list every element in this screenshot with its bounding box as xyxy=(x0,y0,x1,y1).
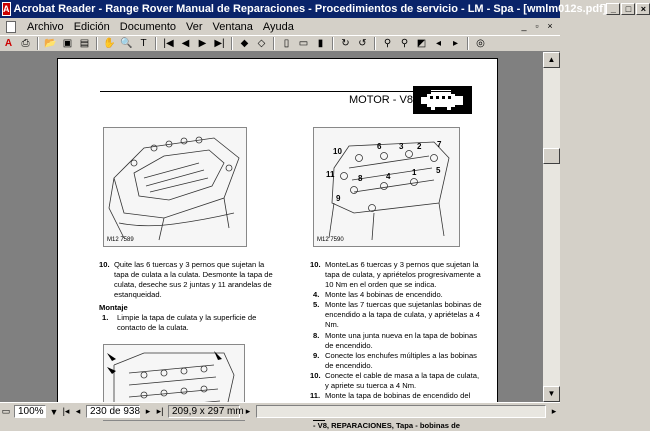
acrobat-icon[interactable]: A xyxy=(4,37,13,49)
step-line: Monte las 4 bobinas de encendido. xyxy=(325,290,443,299)
step-text xyxy=(325,290,443,300)
search-results-icon[interactable]: ◩ xyxy=(416,37,427,49)
document-icon[interactable] xyxy=(6,21,16,33)
step-line: Monte la tapa de bobinas de encendido del xyxy=(325,391,471,400)
menu-ayuda[interactable]: Ayuda xyxy=(262,20,294,33)
header-rule xyxy=(100,91,472,92)
toolbar-separator xyxy=(273,37,275,50)
step-line: tapa de culata, y apriételos progresivamente a xyxy=(325,270,481,279)
back-icon[interactable]: ◆ xyxy=(240,37,249,49)
step-line: encendido a la tapa de culata, y apriételas a 4 xyxy=(325,310,480,319)
save-icon[interactable]: ▣ xyxy=(62,37,73,49)
print-icon[interactable]: ⎙ xyxy=(21,37,30,49)
step-text xyxy=(325,371,479,391)
menu-edicion[interactable]: Edición xyxy=(73,20,110,33)
rotate-icon[interactable]: ↻ xyxy=(341,37,350,49)
step-number: 10. xyxy=(310,371,321,380)
fit-width-icon[interactable]: ▮ xyxy=(317,37,324,49)
step-text xyxy=(325,351,477,371)
toolbar-separator xyxy=(96,37,98,50)
hand-icon[interactable]: ✋ xyxy=(103,37,116,49)
step-line: de encendido. xyxy=(325,361,373,370)
step-line: de encendido. xyxy=(325,341,373,350)
horizontal-scrollbar[interactable] xyxy=(256,405,546,418)
toolbar-separator xyxy=(37,37,39,50)
step-text xyxy=(325,300,482,330)
minimize-button[interactable]: _ xyxy=(606,3,620,15)
step-number: 10. xyxy=(99,260,110,269)
page-view-icon[interactable]: ▤ xyxy=(79,37,90,49)
page-size-display: 209,9 x 297 mm xyxy=(168,405,240,418)
actual-size-icon[interactable]: ▯ xyxy=(283,37,290,49)
callout-label: 9 xyxy=(336,194,341,203)
menu-documento[interactable]: Documento xyxy=(119,20,177,33)
step-number: 8. xyxy=(313,331,320,340)
scroll-right-icon[interactable]: ▸ xyxy=(551,406,557,416)
callout-label: 7 xyxy=(437,140,442,149)
prev-page-icon[interactable]: ◀ xyxy=(181,37,190,49)
step-number: 9. xyxy=(313,351,320,360)
rotate-ccw-icon[interactable]: ↺ xyxy=(358,37,367,49)
scroll-up-button[interactable]: ▲ xyxy=(543,52,560,68)
zoom-icon[interactable]: 🔍 xyxy=(120,37,133,49)
menu-bar xyxy=(0,18,560,35)
step-line: Nm. xyxy=(325,320,339,329)
callout-label: 4 xyxy=(386,172,391,181)
maximize-button[interactable]: □ xyxy=(621,3,635,15)
next-page-status-icon[interactable]: ▸ xyxy=(145,406,151,416)
step-line: Monte una junta nueva en la tapa de bobinas xyxy=(325,331,477,340)
title-bar xyxy=(0,0,647,18)
status-bar xyxy=(0,402,560,420)
callout-label: 10 xyxy=(333,147,342,156)
toolbar-separator xyxy=(467,37,469,50)
zoom-dropdown-icon[interactable]: ▼ xyxy=(49,406,59,417)
open-icon[interactable]: 📂 xyxy=(44,37,57,49)
step-line: y apriete su tuerca a 4 Nm. xyxy=(325,381,417,390)
toolbar-separator xyxy=(374,37,376,50)
window-title: Acrobat Reader - Range Rover Manual de Reparaciones - Procedimientos de servicio - LM - Spa - [wmlm012s.pdf] xyxy=(13,3,607,15)
zoom-field[interactable]: 100% xyxy=(14,405,46,418)
callout-label: 3 xyxy=(399,142,404,151)
step-line: estanqueidad. xyxy=(114,290,162,299)
toolbar-separator xyxy=(231,37,233,50)
callout-label: 2 xyxy=(417,142,422,151)
bookmarks-toggle-icon[interactable]: ▭ xyxy=(1,406,11,416)
figure-engine-cover-removal xyxy=(103,127,247,247)
step-line: contacto de la culata. xyxy=(117,323,189,332)
web-icon[interactable]: ◎ xyxy=(476,37,485,49)
last-page-status-icon[interactable]: ▸| xyxy=(156,406,164,416)
toolbar-separator xyxy=(155,37,157,50)
figure-tightening-sequence xyxy=(313,127,460,247)
doc-close-button[interactable]: × xyxy=(547,21,553,31)
prev-page-status-icon[interactable]: ◂ xyxy=(75,406,81,416)
step-text xyxy=(325,260,481,290)
search-prev-icon[interactable]: ◂ xyxy=(435,37,442,49)
step-line: Quite las 6 tuercas y 3 pernos que sujetan la xyxy=(114,260,265,269)
scroll-thumb[interactable] xyxy=(543,148,560,164)
vertical-scrollbar[interactable] xyxy=(543,52,560,402)
step-number: 10. xyxy=(310,260,321,269)
step-number: 11. xyxy=(310,391,321,400)
callout-label: 8 xyxy=(358,174,363,183)
step-line: Conecte los enchufes múltiples a las bobinas xyxy=(325,351,477,360)
step-text xyxy=(117,313,256,333)
step-line: tapa de culata a la culata. Desmonte la tapa de xyxy=(114,270,273,279)
first-page-status-icon[interactable]: |◂ xyxy=(62,406,70,416)
first-page-icon[interactable]: |◀ xyxy=(163,37,174,49)
callout-label: 11 xyxy=(326,170,335,179)
step-line: MonteLas 6 tuercas y 3 pernos que sujetan la xyxy=(325,260,479,269)
doc-minimize-button[interactable]: _ xyxy=(521,21,527,31)
toolbar xyxy=(0,35,560,52)
callout-label: 5 xyxy=(436,166,441,175)
menu-ventana[interactable]: Ventana xyxy=(212,20,253,33)
text-select-icon[interactable]: T xyxy=(140,37,147,49)
step-number: 4. xyxy=(313,290,320,299)
page-number-field[interactable]: 230 de 938 xyxy=(86,405,140,418)
toolbar-separator xyxy=(332,37,334,50)
figure-label: M12 7589 xyxy=(107,237,134,243)
montaje-heading: Montaje xyxy=(99,303,128,312)
fit-page-icon[interactable]: ▭ xyxy=(298,37,309,49)
step-number: 5. xyxy=(313,300,320,309)
step-line: Monte las 7 tuercas que sujetanlas bobinas de xyxy=(325,300,482,309)
doc-restore-button[interactable]: ▫ xyxy=(535,21,539,31)
step-text xyxy=(325,331,477,351)
menu-archivo[interactable]: Archivo xyxy=(27,20,64,33)
link-line: - V8, REPARACIONES, Tapa - bobinas de xyxy=(313,421,460,430)
page-size-arrow-icon[interactable]: ▸ xyxy=(245,406,251,416)
callout-label: 1 xyxy=(412,168,417,177)
acrobat-app-icon[interactable]: A xyxy=(3,4,10,14)
step-line: Limpie la tapa de culata y la superficie de xyxy=(117,313,257,322)
figure-label: M12 7590 xyxy=(317,237,344,243)
menu-ver[interactable]: Ver xyxy=(186,20,203,33)
step-number: 1. xyxy=(102,313,109,322)
forward-icon[interactable]: ◇ xyxy=(257,37,266,49)
pdf-page xyxy=(57,58,498,430)
step-line: culata, deseche sus 2 juntas y 11 arandelas de xyxy=(114,280,272,289)
close-button[interactable]: × xyxy=(636,3,650,15)
step-line: Conecte el cable de masa a la tapa de culata, xyxy=(325,371,480,380)
next-page-icon[interactable]: ▶ xyxy=(198,37,207,49)
search-icon[interactable]: ⚲ xyxy=(400,37,409,49)
callout-label: 6 xyxy=(377,142,382,151)
step-text xyxy=(114,260,273,300)
scroll-down-button[interactable]: ▼ xyxy=(543,386,560,402)
find-icon[interactable]: ⚲ xyxy=(383,37,392,49)
last-page-icon[interactable]: ▶| xyxy=(214,37,225,49)
section-title: MOTOR - V8 xyxy=(349,94,413,106)
search-next-icon[interactable]: ▸ xyxy=(452,37,459,49)
step-line: 10 Nm en el orden que se indica. xyxy=(325,280,437,289)
